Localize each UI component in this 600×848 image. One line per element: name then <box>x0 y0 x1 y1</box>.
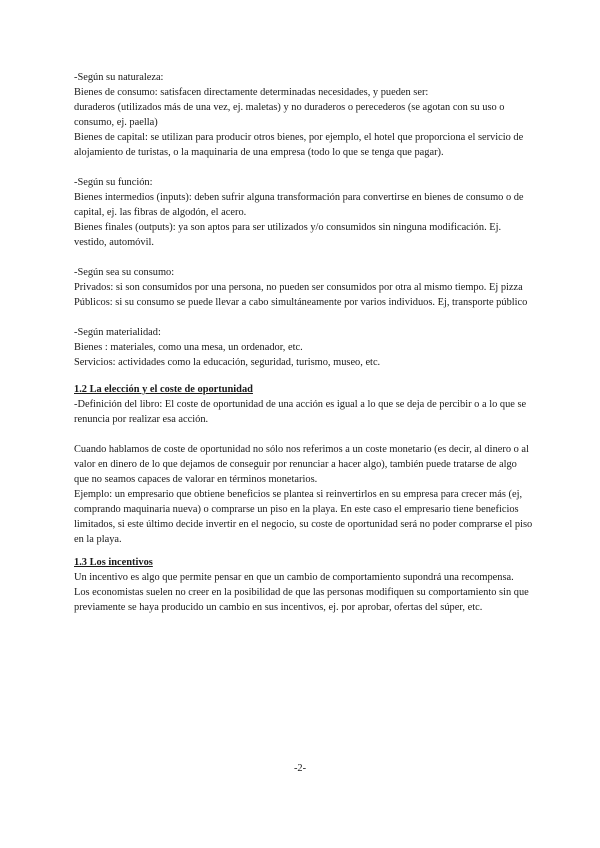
paragraph: Bienes finales (outputs): ya son aptos para ser utilizados y/o consumidos sin ninguna modificación. Ej. vestido, automóvil. <box>74 222 502 248</box>
section-naturaleza <box>74 70 534 160</box>
section-title: -Según materialidad: <box>74 327 161 338</box>
section-eleccion <box>74 382 534 427</box>
section-heading: 1.3 Los incentivos <box>74 557 153 568</box>
page-number: -2- <box>293 763 307 774</box>
document-page <box>74 70 534 630</box>
section-title: -Según sea su consumo: <box>74 267 175 278</box>
paragraph: Cuando hablamos de coste de oportunidad no sólo nos referimos a un coste monetario (es decir, al dinero o al valor en dinero de lo que dejamos de conseguir por renunciar a hacer algo), también puede tratarse de algo que no seamos capaces de valorar en términos monetarios. <box>74 444 529 485</box>
paragraph: Servicios: actividades como la educación, seguridad, turismo, museo, etc. <box>74 357 381 368</box>
section-heading: 1.2 La elección y el coste de oportunidad <box>74 384 253 395</box>
section-funcion <box>74 175 534 250</box>
paragraph: duraderos (utilizados más de una vez, ej. maletas) y no duraderos o perecederos (se agotan con su uso o consumo, ej. paella) <box>74 102 505 128</box>
paragraph: Bienes : materiales, como una mesa, un ordenador, etc. <box>74 342 303 353</box>
paragraph: Ejemplo: un empresario que obtiene beneficios se plantea si reinvertirlos en su empresa para crecer más (ej, comprando maquinaria nueva) o comprarse un piso en la playa. En este caso el empresario tiene beneficios limitados, si este último decide invertir en el negocio, su coste de oportunidad será no poder comprarse el piso en la playa. <box>74 489 533 545</box>
paragraph: -Definición del libro: El coste de oportunidad de una acción es igual a lo que se deja de percibir o a lo que se renuncia por realizar esa acción. <box>74 399 527 425</box>
section-materialidad <box>74 325 534 370</box>
paragraph: Un incentivo es algo que permite pensar en que un cambio de comportamiento supondrá una recompensa. <box>74 572 514 583</box>
paragraph: Los economistas suelen no creer en la posibilidad de que las personas modifiquen su comportamiento sin que previamente se haya producido un cambio en sus incentivos, ej. por aprobar, ofertas del súper, etc. <box>74 587 529 613</box>
section-incentivos <box>74 555 534 615</box>
section-consumo <box>74 265 534 310</box>
paragraph: Bienes de consumo: satisfacen directamente determinadas necesidades, y pueden ser: <box>74 87 429 98</box>
section-title: -Según su función: <box>74 177 153 188</box>
section-eleccion-body <box>74 442 534 547</box>
section-title: -Según su naturaleza: <box>74 72 164 83</box>
paragraph: Bienes de capital: se utilizan para producir otros bienes, por ejemplo, el hotel que proporciona el servicio de alojamiento de turistas, o la maquinaria de una empresa (todo lo que se tenga que pagar). <box>74 132 524 158</box>
paragraph: Privados: si son consumidos por una persona, no pueden ser consumidos por otra al mismo tiempo. Ej pizza <box>74 282 523 293</box>
paragraph: Públicos: si su consumo se puede llevar a cabo simultáneamente por varios individuos. Ej, transporte público <box>74 297 528 308</box>
paragraph: Bienes intermedios (inputs): deben sufrir alguna transformación para convertirse en bienes de consumo o de capital, ej. las fibras de algodón, el acero. <box>74 192 524 218</box>
